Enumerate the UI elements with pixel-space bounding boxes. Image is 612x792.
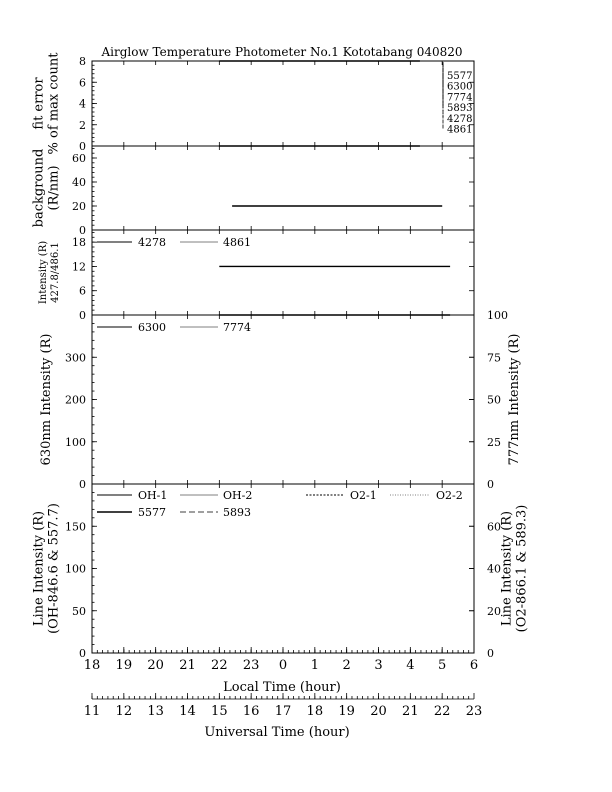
y-axis-label: 427.8/486.1 (50, 242, 61, 303)
x-tick-label: 2 (342, 658, 351, 673)
x-tick-label: 23 (465, 704, 483, 719)
x-tick-label: 22 (211, 658, 228, 673)
legend-label: 4278 (447, 113, 473, 125)
y-tick-label: 150 (65, 520, 86, 534)
y-right-tick-label: 100 (487, 309, 508, 322)
y-tick-label: 100 (65, 562, 86, 576)
x-tick-label: 21 (402, 704, 419, 719)
local-time-axis-label: Local Time (hour) (223, 680, 341, 695)
panel-line_intensity (32, 484, 530, 660)
legend-label: OH-1 (138, 489, 168, 502)
x-tick-label: 21 (179, 658, 196, 673)
legend (97, 236, 251, 249)
y-axis-label: Line Intensity (R) (31, 510, 47, 627)
x-tick-label: 14 (179, 704, 196, 719)
y-tick-label: 6 (79, 284, 86, 298)
y-tick-label: 0 (79, 478, 86, 491)
legend (443, 62, 472, 136)
y-tick-label: 8 (79, 55, 86, 68)
legend-label: O2-1 (350, 489, 377, 502)
y-tick-label: 2 (79, 118, 86, 132)
legend-label: OH-2 (223, 489, 253, 502)
legend (97, 489, 463, 519)
y-axis-label: 630nm Intensity (R) (39, 333, 54, 466)
chart-title: Airglow Temperature Photometer No.1 Kototabang 040820 (101, 45, 463, 59)
legend-label: 7774 (447, 92, 473, 104)
x-tick-label: 13 (147, 704, 164, 719)
y-right-axis-label: 777nm Intensity (R) (507, 333, 522, 466)
x-tick-label: 17 (274, 704, 292, 719)
x-tick-label: 16 (242, 704, 260, 719)
y-tick-label: 300 (65, 351, 86, 365)
x-tick-label: 12 (115, 704, 133, 719)
y-tick-label: 200 (65, 393, 86, 407)
y-axis-label: % of max count (46, 52, 62, 155)
panel-intensity_small (38, 230, 474, 322)
x-tick-label: 4 (406, 658, 415, 673)
panel-frame (92, 146, 474, 230)
y-tick-label: 40 (72, 176, 86, 189)
y-right-tick-label: 20 (487, 604, 501, 618)
y-tick-label: 20 (72, 200, 86, 213)
y-right-tick-label: 0 (487, 478, 494, 491)
legend-label: 6300 (447, 81, 473, 93)
x-tick-label: 19 (338, 704, 355, 719)
y-axis-label: fit error (31, 77, 47, 130)
x-tick-label: 18 (306, 704, 324, 719)
x-tick-label: 15 (211, 704, 228, 719)
local-time-axis (84, 647, 478, 673)
legend-label: 5893 (447, 103, 473, 115)
y-tick-label: 60 (72, 152, 86, 165)
y-right-tick-label: 60 (487, 520, 501, 534)
x-tick-label: 18 (83, 658, 101, 673)
legend-label: O2-2 (436, 489, 463, 502)
x-tick-label: 23 (242, 658, 260, 673)
y-tick-label: 100 (65, 435, 86, 449)
x-tick-label: 22 (433, 704, 451, 719)
y-tick-label: 0 (79, 647, 86, 660)
y-right-tick-label: 0 (487, 647, 494, 660)
x-tick-label: 20 (370, 704, 387, 719)
y-right-axis-label: Line Intensity (R) (499, 510, 515, 627)
legend (97, 321, 251, 334)
legend-label: 7774 (223, 321, 251, 334)
y-axis-label: (OH-846.6 & 557.7) (46, 503, 62, 634)
x-tick-label: 20 (147, 658, 164, 673)
y-tick-label: 0 (79, 309, 86, 322)
universal-time-axis-label: Universal Time (hour) (204, 725, 350, 740)
y-axis-label: background (31, 148, 47, 228)
y-tick-label: 4 (79, 97, 86, 111)
y-tick-label: 0 (79, 140, 86, 153)
panel-background (32, 146, 475, 237)
x-tick-label: 5 (438, 658, 447, 673)
y-tick-label: 0 (79, 224, 86, 237)
legend-label: 6300 (138, 321, 166, 334)
panel-frame (92, 315, 474, 484)
legend-label: 4861 (223, 236, 251, 249)
y-tick-label: 12 (72, 260, 86, 274)
legend-label: 5577 (447, 71, 473, 82)
legend-label: 4278 (138, 236, 166, 249)
y-axis-label: (R/nm) (46, 165, 62, 211)
panel-fit_error (32, 52, 475, 155)
x-tick-label: 19 (115, 658, 133, 673)
y-right-tick-label: 25 (487, 435, 501, 449)
y-axis-label: Intensity (R) (38, 240, 49, 305)
x-tick-label: 11 (83, 704, 101, 719)
universal-time-axis (84, 693, 483, 719)
legend-label: 4861 (447, 124, 473, 136)
x-tick-label: 6 (469, 658, 479, 673)
legend-label: 5577 (138, 506, 166, 519)
y-tick-label: 50 (72, 604, 86, 618)
y-right-tick-label: 50 (487, 393, 501, 407)
x-tick-label: 3 (374, 658, 383, 673)
y-right-tick-label: 40 (487, 562, 501, 576)
legend-label: 5893 (223, 506, 251, 519)
y-right-tick-label: 75 (487, 351, 501, 365)
x-tick-label: 1 (310, 658, 319, 673)
y-tick-label: 18 (72, 236, 86, 250)
panel-intensity_630 (39, 309, 522, 491)
panel-frame (92, 61, 474, 146)
panels (32, 52, 530, 660)
x-tick-label: 0 (278, 658, 288, 673)
y-right-axis-label: (O2-866.1 & 589.3) (514, 504, 530, 633)
y-tick-label: 6 (79, 76, 86, 90)
